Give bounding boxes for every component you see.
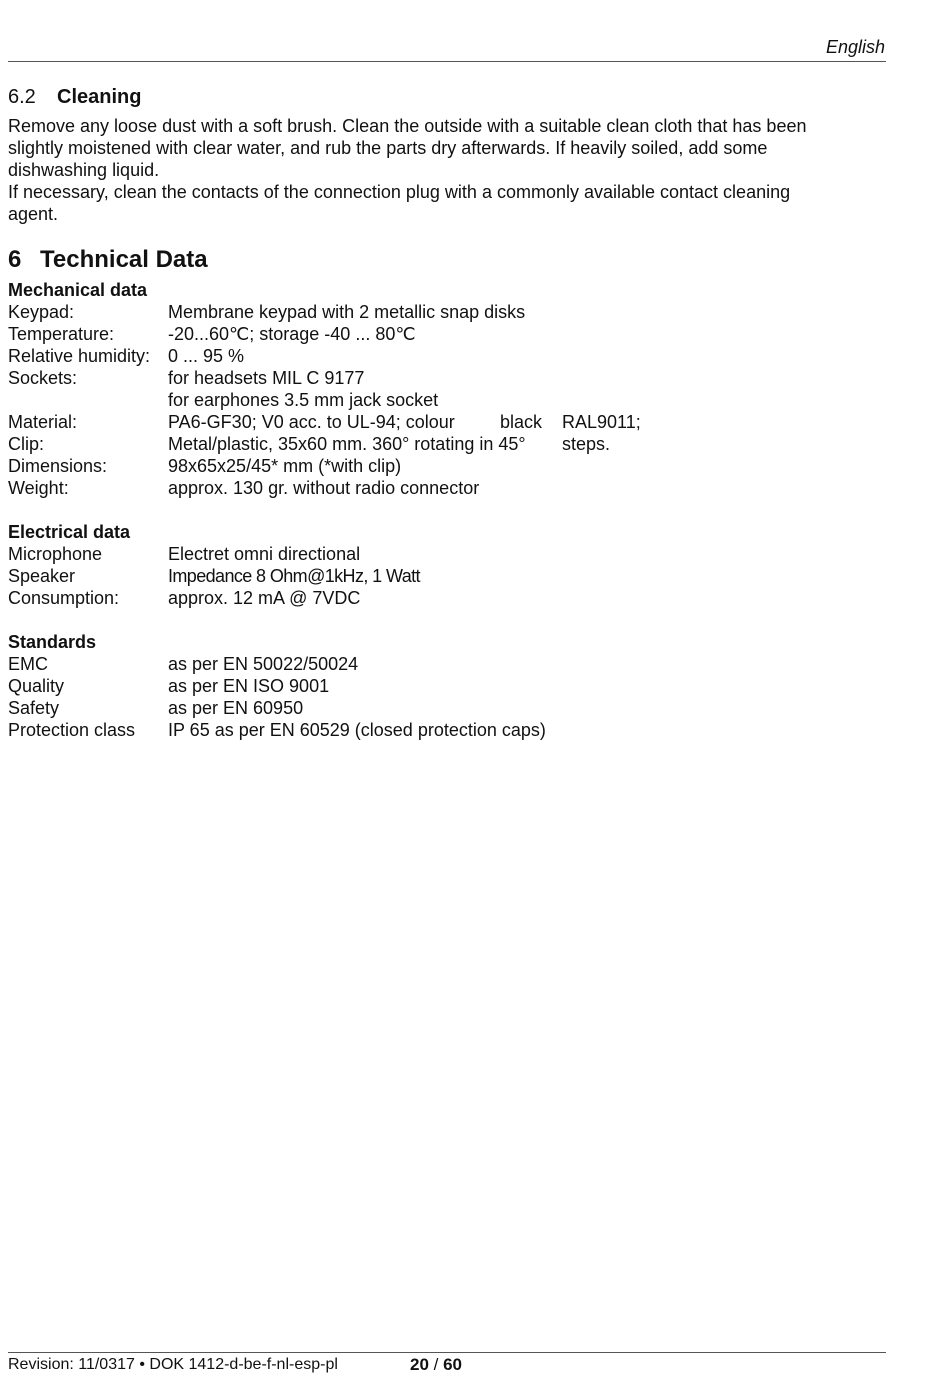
spec-row-microphone bbox=[8, 543, 888, 565]
spec-value: approx. 12 mA @ 7VDC bbox=[168, 588, 361, 608]
spec-value: PA6-GF30; V0 acc. to UL-94; colour bbox=[168, 412, 455, 432]
spec-label: Weight: bbox=[8, 478, 69, 498]
spec-row-protection-class bbox=[8, 719, 888, 741]
page-current: 20 bbox=[410, 1355, 429, 1374]
chapter-heading-technical-data bbox=[8, 246, 208, 274]
spec-row-dimensions bbox=[8, 455, 888, 477]
header-language: English bbox=[825, 37, 885, 57]
spec-label: Material: bbox=[8, 412, 78, 432]
footer-revision: Revision: 11/0317 • DOK 1412-d-be-f-nl-esp-pl bbox=[8, 1356, 338, 1373]
spec-label: Quality bbox=[8, 676, 65, 696]
spec-value-colour: black bbox=[500, 412, 543, 432]
spec-row-quality bbox=[8, 675, 888, 697]
spec-label: Dimensions: bbox=[8, 456, 108, 476]
spec-row-temperature bbox=[8, 323, 888, 345]
paragraph-line: If necessary, clean the contacts of the connection plug with a commonly available contact cleaning bbox=[8, 182, 791, 202]
paragraph-line: slightly moistened with clear water, and rub the parts dry afterwards. If heavily soiled, add some bbox=[8, 138, 768, 158]
spec-label: Clip: bbox=[8, 434, 45, 454]
spec-label: Keypad: bbox=[8, 302, 75, 322]
spec-value: for earphones 3.5 mm jack socket bbox=[168, 390, 439, 410]
spec-label: Speaker bbox=[8, 566, 76, 586]
spec-label: Temperature: bbox=[8, 324, 115, 344]
spec-value: Impedance 8 Ohm@1kHz, 1 Watt bbox=[168, 566, 420, 586]
spec-value-ral: RAL9011; bbox=[562, 412, 641, 432]
spec-row-consumption bbox=[8, 587, 888, 609]
spec-row-speaker bbox=[8, 565, 888, 587]
spec-label: Safety bbox=[8, 698, 60, 718]
footer-page-number bbox=[410, 1355, 462, 1375]
spec-value: -20...60℃; storage -40 ... 80℃ bbox=[168, 324, 416, 344]
spec-value-steps: steps. bbox=[562, 434, 611, 454]
chapter-title: Technical Data bbox=[40, 246, 208, 273]
spec-value: Electret omni directional bbox=[168, 544, 361, 564]
spec-value: as per EN 50022/50024 bbox=[168, 654, 359, 674]
page-separator: / bbox=[428, 1355, 444, 1374]
spec-row-keypad bbox=[8, 301, 888, 323]
spec-label: Microphone bbox=[8, 544, 103, 564]
paragraph-line: agent. bbox=[8, 204, 59, 224]
paragraph-line: dishwashing liquid. bbox=[8, 160, 160, 180]
spec-row-humidity bbox=[8, 345, 888, 367]
group-title-electrical: Electrical data bbox=[8, 522, 131, 542]
spec-row-sockets-continued bbox=[8, 389, 888, 411]
spec-value: IP 65 as per EN 60529 (closed protection caps) bbox=[168, 720, 546, 740]
spec-label: EMC bbox=[8, 654, 48, 674]
spec-value: Membrane keypad with 2 metallic snap disks bbox=[168, 302, 526, 322]
spec-row-safety bbox=[8, 697, 888, 719]
spec-value: 0 ... 95 % bbox=[168, 346, 245, 366]
spec-label: Consumption: bbox=[8, 588, 120, 608]
chapter-number: 6 bbox=[8, 246, 22, 273]
cleaning-paragraph-2 bbox=[8, 181, 878, 225]
spec-label: Protection class bbox=[8, 720, 136, 740]
spec-row-weight bbox=[8, 477, 888, 499]
group-title-standards: Standards bbox=[8, 632, 97, 652]
spec-row-clip bbox=[8, 433, 888, 455]
spec-row-emc bbox=[8, 653, 888, 675]
section-heading-cleaning bbox=[8, 86, 141, 109]
section-title: Cleaning bbox=[57, 86, 142, 108]
spec-value: as per EN 60950 bbox=[168, 698, 304, 718]
spec-label: Sockets: bbox=[8, 368, 78, 388]
spec-value: for headsets MIL C 9177 bbox=[168, 368, 365, 388]
section-number: 6.2 bbox=[8, 86, 36, 108]
spec-row-sockets bbox=[8, 367, 888, 389]
spec-value: approx. 130 gr. without radio connector bbox=[168, 478, 480, 498]
footer-divider bbox=[8, 1352, 886, 1353]
spec-value: 98x65x25/45* mm (*with clip) bbox=[168, 456, 402, 476]
spec-label: Relative humidity: bbox=[8, 346, 151, 366]
paragraph-line: Remove any loose dust with a soft brush. Clean the outside with a suitable clean cloth that has been bbox=[8, 116, 807, 136]
spec-row-material bbox=[8, 411, 888, 433]
spec-value: Metal/plastic, 35x60 mm. 360° rotating in 45° bbox=[168, 434, 526, 454]
cleaning-paragraph-1 bbox=[8, 115, 878, 181]
spec-value: as per EN ISO 9001 bbox=[168, 676, 330, 696]
group-title-mechanical: Mechanical data bbox=[8, 280, 148, 300]
page-total: 60 bbox=[443, 1355, 463, 1374]
header-divider bbox=[8, 61, 886, 62]
